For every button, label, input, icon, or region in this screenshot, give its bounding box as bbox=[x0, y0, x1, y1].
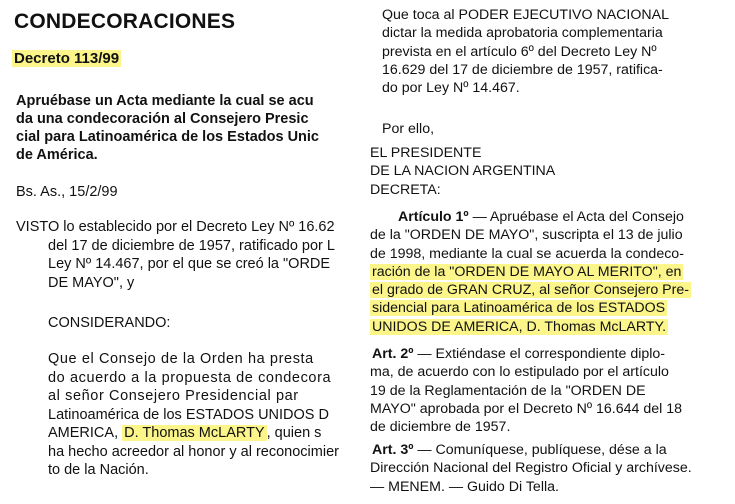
article-3-text: — Comuníquese, publíquese, dése a la bbox=[413, 442, 667, 458]
que-line-post: , quien s bbox=[266, 425, 322, 441]
president-line: DECRETA: bbox=[370, 181, 441, 198]
summary-line: cial para Latinoamérica de los Estados Unic bbox=[16, 129, 319, 145]
section-title: CONDECORACIONES bbox=[14, 10, 236, 33]
article-1-first-line bbox=[370, 208, 691, 226]
que-line: to de la Nación. bbox=[48, 462, 149, 478]
article-3-line: — MENEM. — Guido Di Tella. bbox=[370, 478, 559, 495]
intro-paragraph bbox=[382, 6, 669, 97]
que-line: ha hecho acreedor al honor y al reconocimier bbox=[48, 443, 339, 460]
visto-line: DE MAYO", y bbox=[48, 274, 135, 291]
intro-line: dictar la medida aprobatoria complementaria bbox=[382, 25, 663, 42]
que-line: Latinoamérica de los ESTADOS UNIDOS D bbox=[48, 406, 329, 423]
article-2-first-line bbox=[370, 345, 682, 363]
article-2-line: MAYO" aprobada por el Decreto Nº 16.644 del 18 bbox=[370, 400, 683, 417]
considerando-heading: CONSIDERANDO: bbox=[48, 315, 171, 331]
intro-line: do por Ley Nº 14.467. bbox=[382, 80, 520, 97]
president-line: EL PRESIDENTE bbox=[370, 145, 482, 161]
article-2-heading: Art. 2º bbox=[372, 346, 414, 362]
decree-summary bbox=[16, 92, 368, 164]
intro-line: 16.629 del 17 de diciembre de 1957, ratifica- bbox=[382, 61, 663, 78]
summary-line: de América. bbox=[16, 147, 98, 163]
article-3 bbox=[370, 441, 692, 496]
que-line-pre: AMERICA, bbox=[48, 425, 123, 441]
article-1 bbox=[370, 208, 691, 336]
article-1-line: de la "ORDEN DE MAYO", suscripta el 13 de julio bbox=[370, 227, 683, 244]
right-column bbox=[370, 0, 735, 504]
article-3-line: Dirección Nacional del Registro Oficial y archívese. bbox=[370, 460, 692, 477]
intro-line: Que toca al PODER EJECUTIVO NACIONAL bbox=[382, 7, 669, 23]
visto-line: Ley Nº 14.467, por el que se creó la "ORDE bbox=[48, 256, 331, 272]
president-line: DE LA NACION ARGENTINA bbox=[370, 163, 556, 180]
article-3-first-line bbox=[370, 441, 692, 459]
article-1-hl-line: sidencial para Latinoamérica de los ESTADOS bbox=[372, 300, 666, 317]
summary-line: da una condecoración al Consejero Presic bbox=[16, 111, 309, 127]
por-ello: Por ello, bbox=[382, 121, 435, 137]
article-1-highlight bbox=[370, 263, 691, 336]
visto-paragraph bbox=[16, 218, 335, 292]
article-2-line: 19 de la Reglamentación de la "ORDEN DE bbox=[370, 382, 646, 399]
que-line bbox=[48, 424, 339, 443]
visto-line: VISTO lo establecido por el Decreto Ley Nº 16.62 bbox=[16, 219, 335, 235]
decree-date: Bs. As., 15/2/99 bbox=[16, 184, 118, 200]
que-line: al señor Consejero Presidencial par bbox=[48, 388, 299, 404]
mclarty-highlight: D. Thomas McLARTY bbox=[124, 425, 265, 441]
article-1-hl-line: ración de la "ORDEN DE MAYO AL MERITO", en bbox=[372, 263, 682, 280]
intro-line: prevista en el artículo 6º del Decreto Ley Nº bbox=[382, 43, 657, 60]
article-2-line: ma, de acuerdo con lo estipulado por el artículo bbox=[370, 364, 669, 381]
decree-number bbox=[12, 50, 121, 67]
article-2 bbox=[370, 345, 682, 436]
summary-line: Apruébase un Acta mediante la cual se acu bbox=[16, 93, 314, 109]
article-2-text: — Extiéndase el correspondiente diplo- bbox=[413, 346, 666, 362]
article-1-heading: Artículo 1º bbox=[398, 209, 469, 225]
visto-line: del 17 de diciembre de 1957, ratificado por L bbox=[48, 237, 335, 254]
que-line: Que el Consejo de la Orden ha presta bbox=[48, 351, 314, 367]
article-1-line: de 1998, mediante la cual se acuerda la condeco- bbox=[370, 245, 684, 262]
que-line: do acuerdo a la propuesta de condecora bbox=[48, 369, 332, 386]
article-1-text: — Apruébase el Acta del Consejo bbox=[468, 209, 684, 225]
considerando-paragraph bbox=[48, 350, 339, 480]
article-1-hl-line: UNIDOS DE AMERICA, D. Thomas McLARTY. bbox=[372, 318, 667, 335]
president-decreta bbox=[370, 144, 555, 199]
decree-number-highlight: Decreto 113/99 bbox=[14, 50, 120, 67]
article-3-heading: Art. 3º bbox=[372, 442, 414, 458]
article-2-line: de diciembre de 1957. bbox=[370, 419, 511, 436]
article-1-hl-line: el grado de GRAN CRUZ, al señor Consejero Pre- bbox=[372, 282, 689, 299]
